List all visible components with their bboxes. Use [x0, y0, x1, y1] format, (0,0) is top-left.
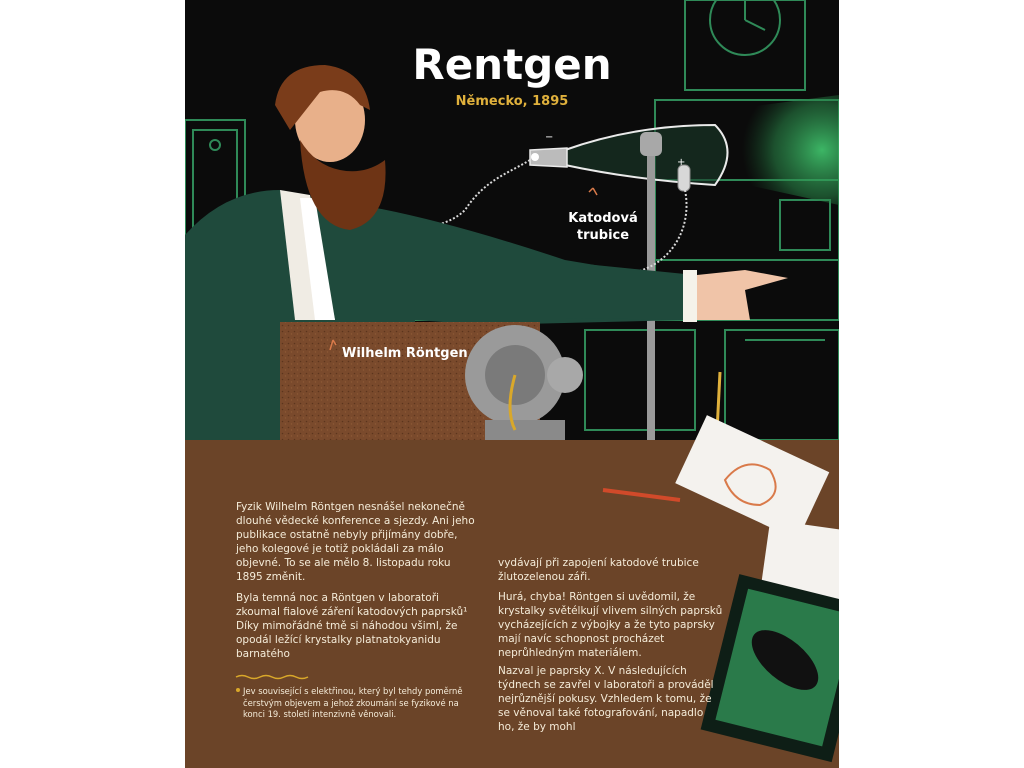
paragraph-1: Fyzik Wilhelm Röntgen nesnášel nekonečně dlouhé vědecké konference a sjezdy. Ani jeho publikace ostatně nebyly přijímány dobře, jeho kolegové je totiž pokládali za málo objevné. To se ale mělo 8. listopadu roku 1895 změnit.: [236, 501, 475, 583]
footnote: Jev související s elektřinou, který byl tehdy poměrně čerstvým objevem a jehož zkoumání se fyzikové na konci 19. století intenzivně věnovali.: [243, 686, 463, 719]
cathode-tube-label: Katodová trubice: [568, 211, 638, 243]
paragraph-5: Nazval je paprsky X. V následujících týdnech se zavřel v laboratoři a prováděl nejrůznější pokusy. Vzhledem k tomu, že se věnoval také fotografování, napadlo ho, že by mohl: [498, 665, 714, 733]
footnote-marker: [236, 688, 240, 692]
person-label: Wilhelm Röntgen: [342, 346, 468, 361]
svg-text:−: −: [545, 132, 554, 143]
paragraph-4: Hurá, chyba! Röntgen si uvědomil, že krystalky světélkují vlivem silných paprsků vycházejících z výbojky a že tyto paprsky mají navíc schopnost procházet neprůhledným materiálem.: [498, 591, 723, 659]
paragraph-2: Byla temná noc a Röntgen v laboratoři zkoumal fialové záření katodových paprsků¹ Díky mimořádné tmě si náhodou všiml, že opodál ležící krystalky platnatokyanidu barnatého: [236, 592, 468, 660]
book-page: [185, 0, 839, 768]
page-title: Rentgen: [412, 40, 612, 89]
paragraph-3: vydávají při zapojení katodové trubice žlutozelenou záři.: [498, 557, 699, 583]
svg-text:+: +: [677, 157, 686, 168]
page-subtitle: Německo, 1895: [455, 94, 569, 109]
